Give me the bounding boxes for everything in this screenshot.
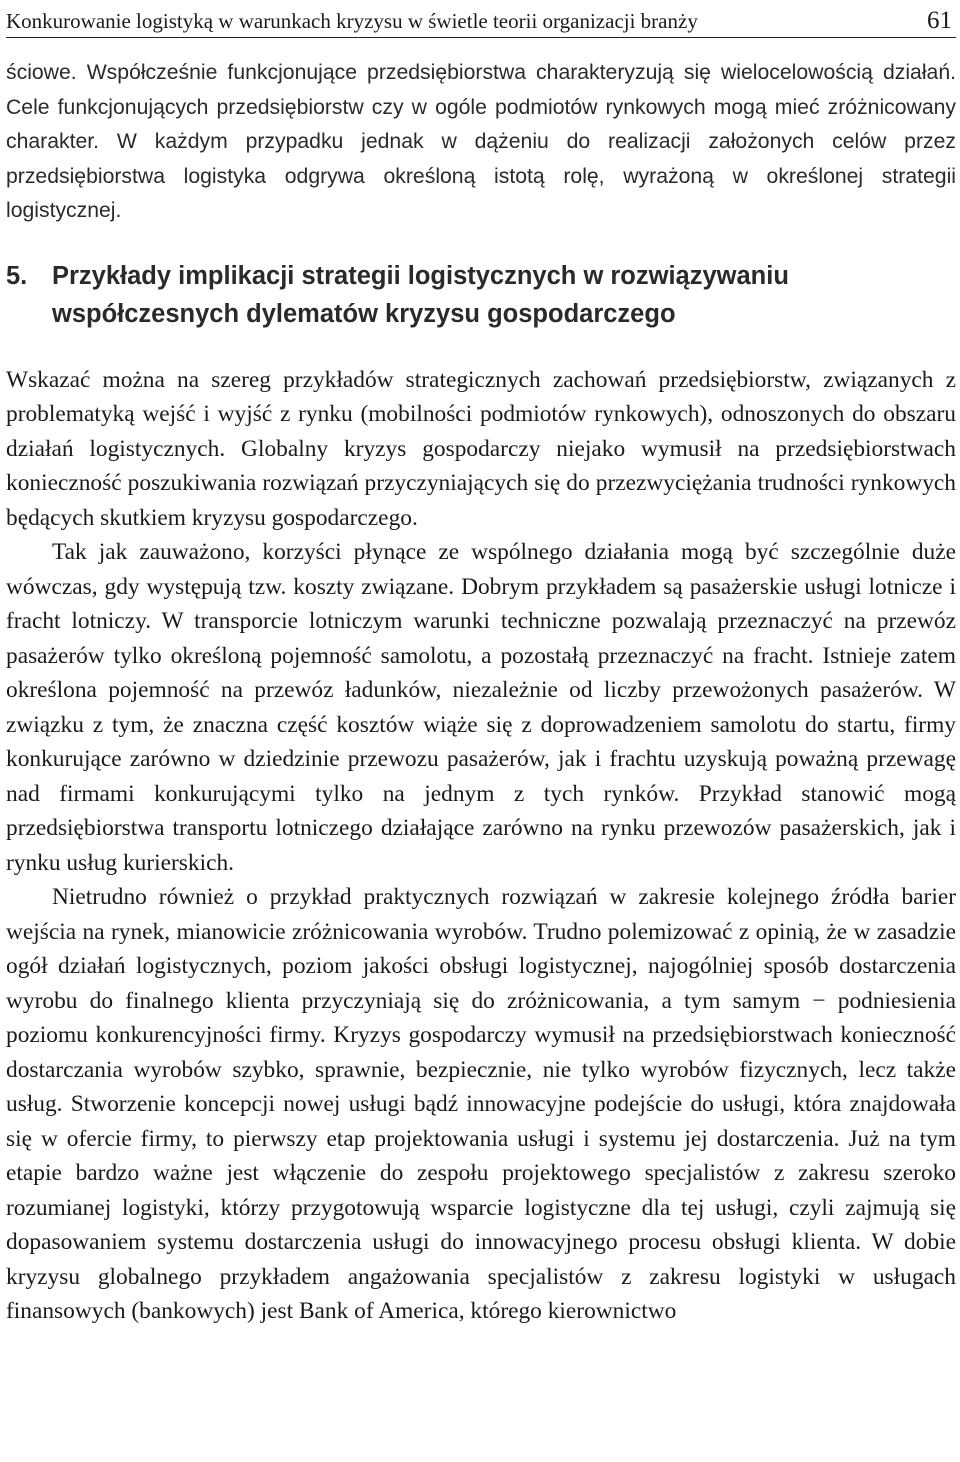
section-heading	[6, 257, 956, 333]
body-text	[6, 363, 956, 1329]
page-number: 61	[927, 7, 952, 34]
body-paragraph: Tak jak zauważono, korzyści płynące ze wspólnego działania mogą być szczególnie duże wówczas, gdy występują tzw. koszty związane. Dobrym przykładem są pasażerskie usługi lotnicze i fracht lotniczy. W transporcie lotniczym warunki techniczne pozwalają przeznaczyć na przewóz pasażerów tylko określoną pojemność samolotu, a pozostałą przeznaczyć na fracht. Istnieje zatem określona pojemność na przewóz ładunków, niezależnie od liczby przewożonych pasażerów. W związku z tym, że znaczna część kosztów wiąże się z doprowadzeniem samolotu do startu, firmy konkurujące zarówno w dziedzinie przewozu pasażerów, jak i frachtu uzyskują poważną przewagę nad firmami konkurującymi tylko na jednym z tych rynków. Przykład stanowić mogą przedsiębiorstwa transportu lotniczego działające zarówno na rynku przewozów pasażerskich, jak i rynku usług kurierskich.	[6, 539, 956, 876]
running-title: Konkurowanie logistyką w warunkach kryzysu w świetle teorii organizacji branży	[6, 9, 698, 33]
body-paragraph: Nietrudno również o przykład praktycznych rozwiązań w zakresie kolejnego źródła barier wejścia na rynek, mianowicie zróżnicowania wyrobów. Trudno polemizować z opinią, że w zasadzie ogół działań logistycznych, poziom jakości obsługi logistycznej, najogólniej sposób dostarczenia wyrobu do finalnego klienta przyczyniają się do zróżnicowania, a tym samym − podniesienia poziomu konkurencyjności firmy. Kryzys gospodarczy wymusił na przedsiębiorstwach konieczność dostarczania wyrobów szybko, sprawnie, bezpiecznie, nie tylko wyrobów fizycznych, lecz także usług. Stworzenie koncepcji nowej usługi bądź innowacyjne podejście do usługi, która znajdowała się w ofercie firmy, to pierwszy etap projektowania usługi i systemu jej dostarczenia. Już na tym etapie bardzo ważne jest włączenie do zespołu projektowego specjalistów z zakresu szeroko rozumianej logistyki, którzy przygotowują wsparcie logistyczne dla tej usługi, czyli zajmują się dopasowaniem systemu dostarczenia usługi do innowacyjnego procesu obsługi klienta. W dobie kryzysu globalnego przykładem angażowania specjalistów z zakresu logistyki w usługach finansowych (bankowych) jest Bank of America, którego kierownictwo	[6, 884, 956, 1324]
intro-paragraph: ściowe. Współcześnie funkcjonujące przedsiębiorstwa charakteryzują się wielocelowością działań. Cele funkcjonujących przedsiębiorstw czy w ogóle podmiotów rynkowych mogą mieć zróżnicowany charakter. W każdym przypadku jednak w dążeniu do realizacji założonych celów przez przedsiębiorstwa logistyka odgrywa określoną istotą rolę, wyrażoną w określonej strategii logistycznej.	[6, 61, 956, 222]
body-paragraph: Wskazać można na szereg przykładów strategicznych zachowań przedsiębiorstw, związanych z problematyką wejść i wyjść z rynku (mobilności podmiotów rynkowych), odnoszonych do obszaru działań logistycznych. Globalny kryzys gospodarczy niejako wymusił na przedsiębiorstwach konieczność poszukiwania rozwiązań przyczyniających się do przezwyciężania trudności rynkowych będących skutkiem kryzysu gospodarczego.	[6, 366, 956, 531]
section-title: Przykłady implikacji strategii logistycznych w rozwiązywaniu współczesnych dylematów kryzysu gospodarczego	[52, 261, 789, 328]
section-number: 5.	[6, 261, 28, 290]
running-header	[6, 0, 956, 38]
